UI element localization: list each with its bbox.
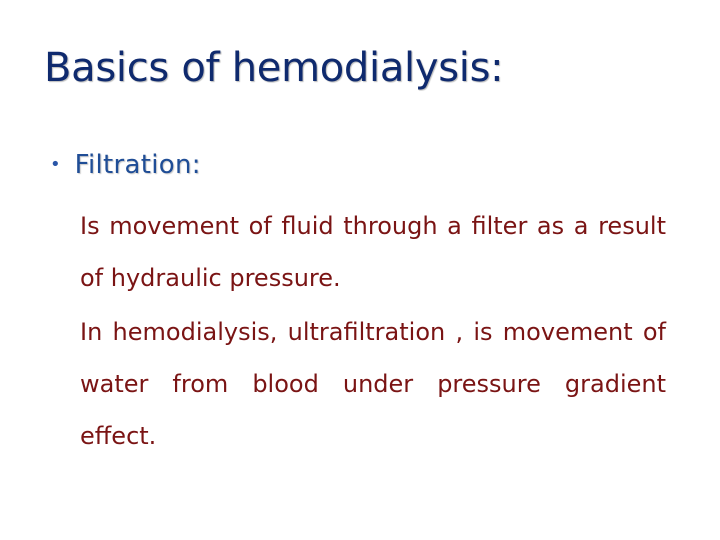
bullet-marker: • [50, 154, 61, 175]
bullet-item [50, 145, 201, 185]
slide-title: Basics of hemodialysis: [44, 45, 504, 91]
filtration-definition-paragraph: Is movement of fluid through a filter as a result of hydraulic pressure. [80, 212, 666, 292]
ultrafiltration-paragraph: In hemodialysis, ultrafiltration , is movement of water from blood under pressure gradient effect. [80, 318, 666, 450]
bullet-heading: Filtration: [74, 150, 201, 180]
